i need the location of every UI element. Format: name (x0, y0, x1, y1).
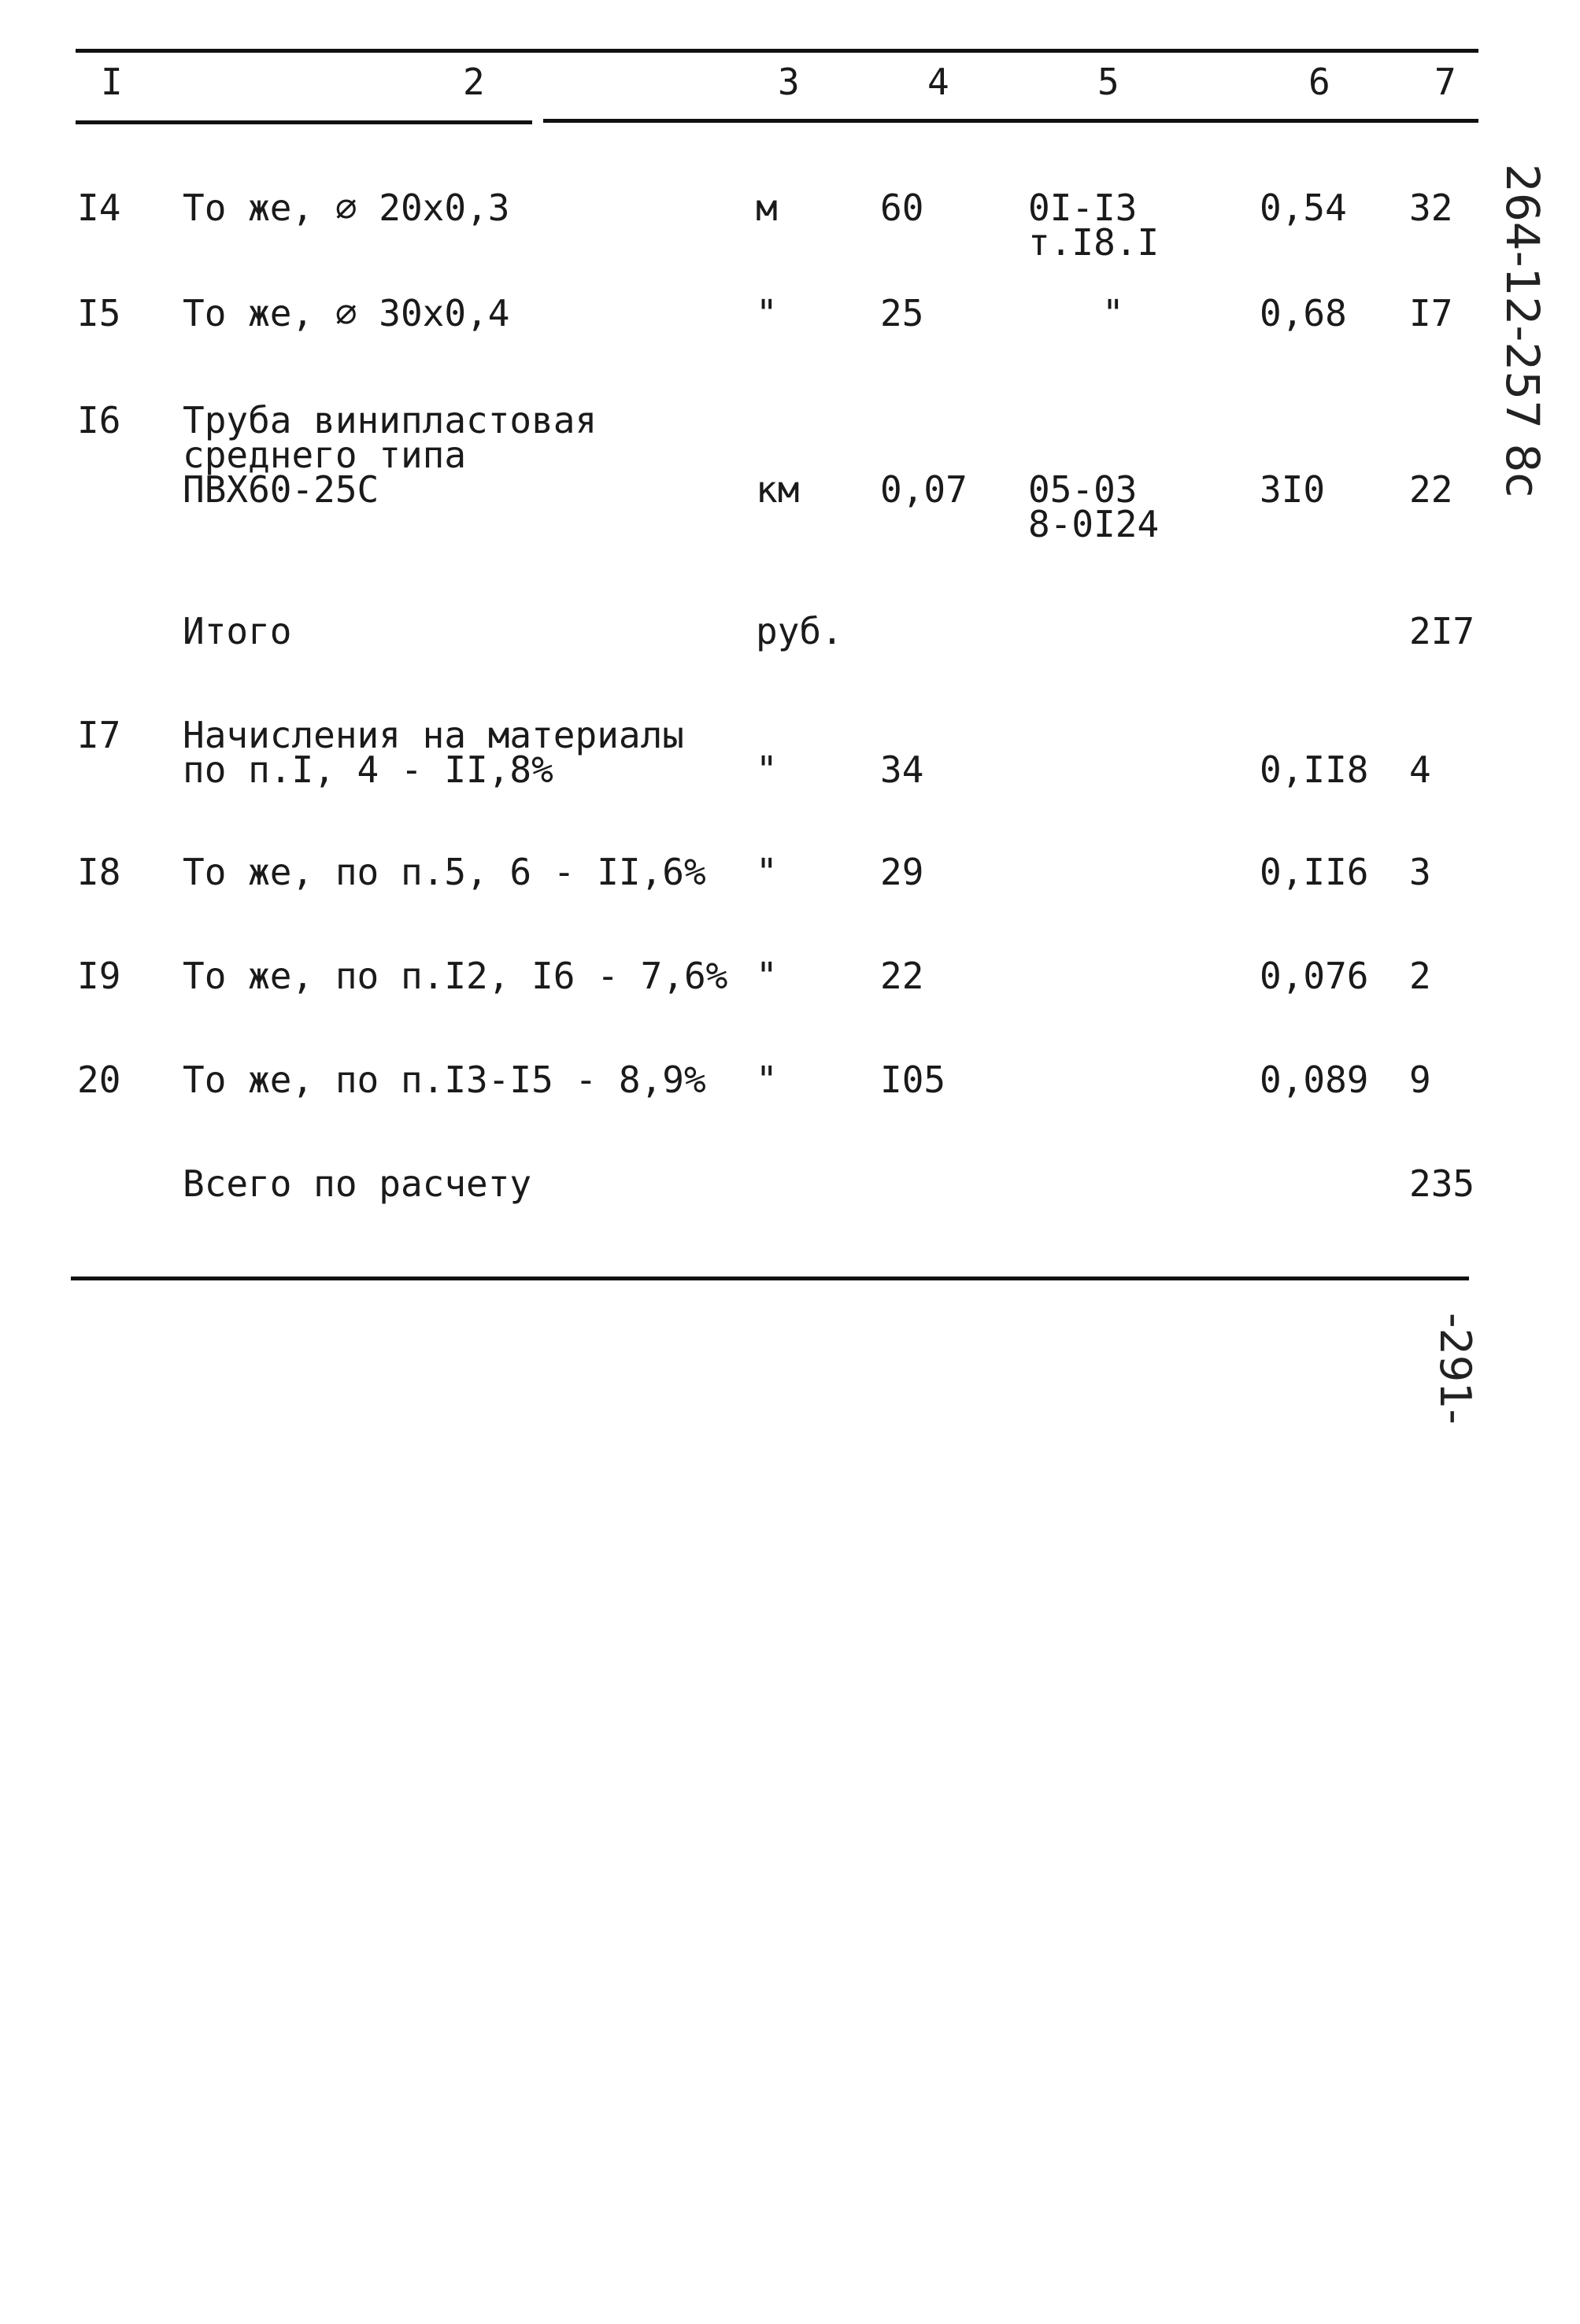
row-number: I4 (77, 187, 121, 229)
row-unit: м (756, 187, 778, 229)
row-total: 9 (1409, 1059, 1431, 1101)
row-description: среднего типа (183, 434, 467, 476)
row-unit: руб. (756, 610, 843, 652)
row-number: I7 (77, 714, 121, 756)
row-total: 3 (1409, 851, 1431, 893)
row-quantity: 34 (880, 748, 924, 791)
row-total: 4 (1409, 748, 1431, 791)
header-col-1: I (101, 61, 123, 103)
row-number: I9 (77, 955, 121, 997)
row-description: Начисления на материалы (183, 714, 684, 756)
row-unit: " (756, 851, 778, 893)
header-bottom-rule-left (76, 120, 532, 124)
row-total: 22 (1409, 468, 1453, 511)
row-reference: 0I-I3 (1028, 187, 1138, 229)
row-description: по п.I, 4 - II,8% (183, 748, 553, 791)
row-unit: " (756, 748, 778, 791)
row-unit-price: 0,54 (1260, 187, 1347, 229)
header-top-rule (76, 49, 1478, 53)
row-unit-price: 0,II8 (1260, 748, 1369, 791)
row-reference: " (1102, 292, 1124, 334)
row-quantity: 60 (880, 187, 924, 229)
row-quantity: 0,07 (880, 468, 968, 511)
header-col-3: 3 (778, 61, 800, 103)
row-total: 235 (1409, 1162, 1475, 1205)
row-quantity: 25 (880, 292, 924, 334)
row-description: То же, ∅ 30х0,4 (183, 292, 510, 334)
row-description: Труба винипластовая (183, 399, 598, 442)
row-number: I5 (77, 292, 121, 334)
row-quantity: 29 (880, 851, 924, 893)
page-number: -291- (1430, 1313, 1480, 1425)
row-description: То же, ∅ 20х0,3 (183, 187, 510, 229)
row-total: 2I7 (1409, 610, 1475, 652)
row-description: То же, по п.I2, I6 - 7,6% (183, 955, 728, 997)
row-unit: " (756, 955, 778, 997)
row-description: То же, по п.5, 6 - II,6% (183, 851, 706, 893)
header-col-2: 2 (463, 61, 485, 103)
row-description: ПВХ60-25С (183, 468, 379, 511)
row-reference: 8-0I24 (1028, 503, 1160, 545)
row-description: Всего по расчету (183, 1162, 532, 1205)
row-unit: " (756, 1059, 778, 1101)
row-unit-price: 3I0 (1260, 468, 1326, 511)
table-bottom-rule (71, 1277, 1469, 1280)
row-number: I6 (77, 399, 121, 442)
row-unit-price: 0,68 (1260, 292, 1347, 334)
row-reference: т.I8.I (1028, 221, 1160, 264)
row-total: 32 (1409, 187, 1453, 229)
row-unit-price: 0,076 (1260, 955, 1369, 997)
row-quantity: 22 (880, 955, 924, 997)
row-total: I7 (1409, 292, 1453, 334)
header-col-4: 4 (927, 61, 949, 103)
row-unit-price: 0,089 (1260, 1059, 1369, 1101)
row-quantity: I05 (880, 1059, 946, 1101)
row-unit-price: 0,II6 (1260, 851, 1369, 893)
row-unit: км (756, 468, 800, 511)
header-bottom-rule-right (543, 119, 1478, 123)
header-col-7: 7 (1434, 61, 1456, 103)
row-number: 20 (77, 1059, 121, 1101)
row-number: I8 (77, 851, 121, 893)
header-col-6: 6 (1308, 61, 1330, 103)
row-description: Итого (183, 610, 292, 652)
row-total: 2 (1409, 955, 1431, 997)
row-description: То же, по п.I3-I5 - 8,9% (183, 1059, 706, 1101)
row-reference: 05-03 (1028, 468, 1138, 511)
row-unit: " (756, 292, 778, 334)
margin-note: 264-12-257 8с (1496, 164, 1549, 498)
header-col-5: 5 (1097, 61, 1119, 103)
